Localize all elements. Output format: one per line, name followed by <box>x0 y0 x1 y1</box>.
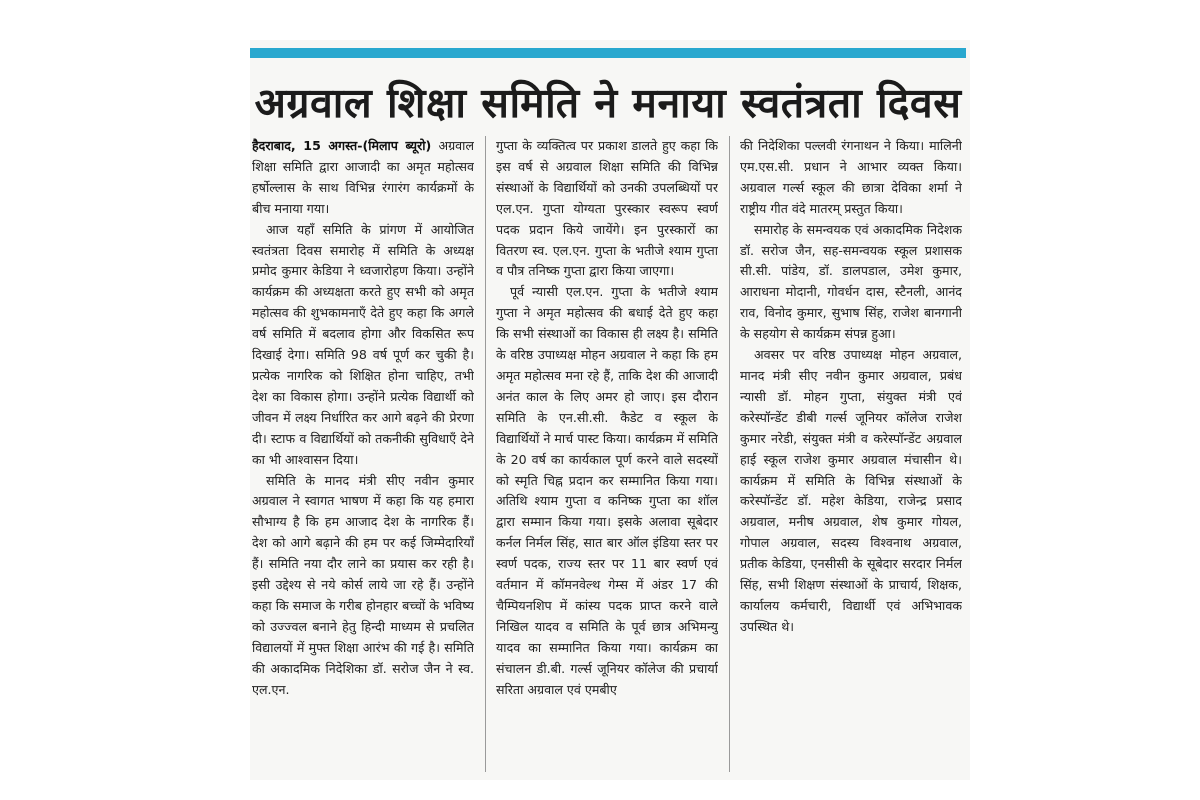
article-paragraph: गुप्ता के व्यक्तित्व पर प्रकाश डालते हुए कहा कि इस वर्ष से अग्रवाल शिक्षा समिति की विभिन्न संस्थाओं के विद्यार्थियों को उनकी उपलब्धियों पर एल.एन. गुप्ता योग्यता पुरस्कार स्वरूप स्वर्ण पदक प्रदान किये जायेंगे। इन पुरस्कारों का वितरण स्व. एल.एन. गुप्ता के भतीजे श्याम गुप्ता व पौत्र तनिष्क गुप्ता द्वारा किया जाएगा। <box>496 138 718 279</box>
article-paragraph: आज यहाँ समिति के प्रांगण में आयोजित स्वतंत्रता दिवस समारोह में समिति के अध्यक्ष प्रमोद कुमार केडिया ने ध्वजारोहण किया। उन्होंने कार्यक्रम की अध्यक्षता करते हुए सभी को अमृत महोत्सव की शुभकामनाएँ देते हुए कहा कि अगले वर्ष समिति में बदलाव होगा और विकसित रूप दिखाई देगा। समिति 98 वर्ष पूर्ण कर चुकी है। प्रत्येक नागरिक को शिक्षित होना चाहिए, तभी देश का विकास होगा। उन्होंने प्रत्येक विद्यार्थी को जीवन में लक्ष्य निर्धारित कर आगे बढ़ने की प्रेरणा दी। स्टाफ व विद्यार्थियों को तकनीकी सुविधाएँ देने का भी आश्वासन दिया। <box>252 221 474 467</box>
article-paragraph: समिति के मानद मंत्री सीए नवीन कुमार अग्रवाल ने स्वागत भाषण में कहा कि यह हमारा सौभाग्य है कि हम आजाद देश के नागरिक हैं। देश को आगे बढ़ाने की हम पर कई जिम्मेदारियाँ हैं। समिति नया दौर लाने का प्रयास कर रही है। इसी उद्देश्य से नये कोर्स लाये जा रहे हैं। उन्होंने कहा कि समाज के गरीब होनहार बच्चों के भविष्य को उज्ज्वल बनाने हेतु हिन्दी माध्यम से प्रचलित विद्यालयों में मुफ्त शिक्षा आरंभ की गई है। समिति की अकादमिक निदेशिका डॉ. सरोज जैन ने स्व. एल.एन. <box>252 472 474 697</box>
article-paragraph: समारोह के समन्वयक एवं अकादमिक निदेशक डॉ. सरोज जैन, सह-समन्वयक स्कूल प्रशासक सी.सी. पांडेय, डॉ. डालपडाल, उमेश कुमार, आराधना मोदानी, गोवर्धन दास, स्टैनली, आनंद राव, विनोद कुमार, सुभाष सिंह, राजेश बानगानी के सहयोग से कार्यक्रम संपन्न हुआ। <box>740 221 962 342</box>
column-divider <box>485 136 486 772</box>
article-paragraph: अवसर पर वरिष्ठ उपाध्यक्ष मोहन अग्रवाल, मानद मंत्री सीए नवीन कुमार अग्रवाल, प्रबंध न्यासी डॉ. मोहन गुप्ता, संयुक्त मंत्री एवं करेस्पॉन्डेंट डीबी गर्ल्स जूनियर कॉलेज राजेश कुमार नरेडी, संयुक्त मंत्री व करेस्पॉन्डेंट अग्रवाल हाई स्कूल राजेश कुमार अग्रवाल मंचासीन थे। कार्यक्रम में समिति के विभिन्न संस्थाओं के करेस्पॉन्डेंट डॉ. महेश केडिया, राजेन्द्र प्रसाद अग्रवाल, मनीष अग्रवाल, शेष कुमार गोयल, गोपाल अग्रवाल, सदस्य विश्वनाथ अग्रवाल, प्रतीक केडिया, एनसीसी के सूबेदार सरदार निर्मल सिंह, सभी शिक्षण संस्थाओं के प्राचार्य, शिक्षक, कार्यालय कर्मचारी, विद्यार्थी एवं अभिभावक उपस्थित थे। <box>740 347 962 634</box>
newspaper-clipping <box>250 40 970 780</box>
article-paragraph <box>252 136 474 220</box>
dateline: हैदराबाद, 15 अगस्त-(मिलाप ब्यूरो) <box>252 138 432 153</box>
article-column-1 <box>252 136 474 776</box>
article-paragraph: की निदेशिका पल्लवी रंगनाथन ने किया। मालिनी एम.एस.सी. प्रधान ने आभार व्यक्त किया। अग्रवाल गर्ल्स स्कूल की छात्रा देविका शर्मा ने राष्ट्रीय गीत वंदे मातरम् प्रस्तुत किया। <box>740 138 962 216</box>
paragraph-text: अग्रवाल शिक्षा समिति द्वारा आजादी का अमृत महोत्सव हर्षोल्लास के साथ विभिन्न रंगारंग कार्यक्रमों के बीच मनाया गया। <box>252 138 474 216</box>
article-headline: अग्रवाल शिक्षा समिति ने मनाया स्वतंत्रता दिवस <box>254 79 962 127</box>
article-paragraph: पूर्व न्यासी एल.एन. गुप्ता के भतीजे श्याम गुप्ता ने अमृत महोत्सव की बधाई देते हुए कहा कि सभी संस्थाओं का विकास ही लक्ष्य है। समिति के वरिष्ठ उपाध्यक्ष मोहन अग्रवाल ने कहा कि हम अमृत महोत्सव मना रहे हैं, ताकि देश की आजादी अनंत काल के लिए अमर हो जाए। इस दौरान समिति के एन.सी.सी. कैडेट व स्कूल के विद्यार्थियों ने मार्च पास्ट किया। कार्यक्रम में समिति के 20 वर्ष का कार्यकाल पूर्ण करने वाले सदस्यों को स्मृति चिह्न प्रदान कर सम्मानित किया गया। अतिथि श्याम गुप्ता व कनिष्क गुप्ता का शॉल द्वारा सम्मान किया गया। इसके अलावा सूबेदार कर्नल निर्मल सिंह, सात बार ऑल इंडिया स्तर पर स्वर्ण पदक, राज्य स्तर पर 11 बार स्वर्ण एवं वर्तमान में कॉमनवेल्थ गेम्स में अंडर 17 की चैम्पियनशिप में कांस्य पदक प्राप्त करने वाले निखिल यादव व समिति के पूर्व छात्र अभिमन्यु यादव का सम्मानित किया गया। कार्यक्रम का संचालन डी.बी. गर्ल्स जूनियर कॉलेज की प्रचार्या सरिता अग्रवाल एवं एमबीए <box>496 284 718 697</box>
article-column-3 <box>740 136 962 776</box>
article-column-2 <box>496 136 718 776</box>
column-divider <box>729 136 730 772</box>
accent-bar <box>250 48 966 58</box>
article-body <box>252 136 962 776</box>
